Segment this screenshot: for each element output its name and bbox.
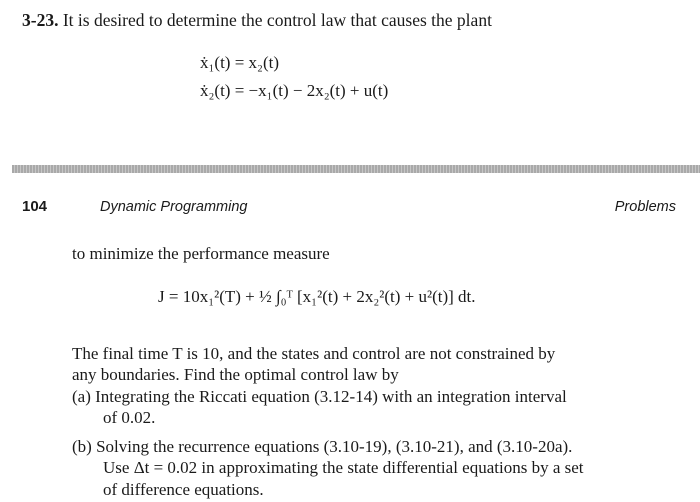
- part-b-line: of difference equations.: [103, 480, 264, 499]
- body-line: any boundaries. Find the optimal control law by: [72, 365, 399, 384]
- part-a-line: (a) Integrating the Riccati equation (3.12-14) with an integration interval: [72, 387, 567, 406]
- page-number: 104: [22, 198, 48, 215]
- section-title: Problems: [614, 199, 676, 215]
- part-b-line: Use Δt = 0.02 in approximating the state differential equations by a set: [103, 458, 584, 477]
- plant-equation-2: ẋ₂(t) = −x₁(t) − 2x₂(t) + u(t): [200, 81, 389, 100]
- problem-statement: [22, 10, 492, 31]
- problem-number: 3-23.: [22, 10, 59, 30]
- part-a-line: of 0.02.: [103, 408, 156, 427]
- chapter-title: Dynamic Programming: [100, 199, 248, 215]
- problem-text: It is desired to determine the control law that causes the plant: [62, 10, 492, 30]
- part-b-line: (b) Solving the recurrence equations (3.10-19), (3.10-21), and (3.10-20a).: [72, 437, 573, 456]
- intro-text: to minimize the performance measure: [72, 244, 330, 263]
- performance-measure: J = 10x₁²(T) + ½ ∫₀ᵀ [x₁²(t) + 2x₂²(t) + u²(t)] dt.: [158, 287, 476, 306]
- plant-equation-1: ẋ₁(t) = x₂(t): [200, 53, 280, 72]
- body-line: The final time T is 10, and the states and control are not constrained by: [72, 344, 556, 363]
- page-divider: [12, 165, 700, 173]
